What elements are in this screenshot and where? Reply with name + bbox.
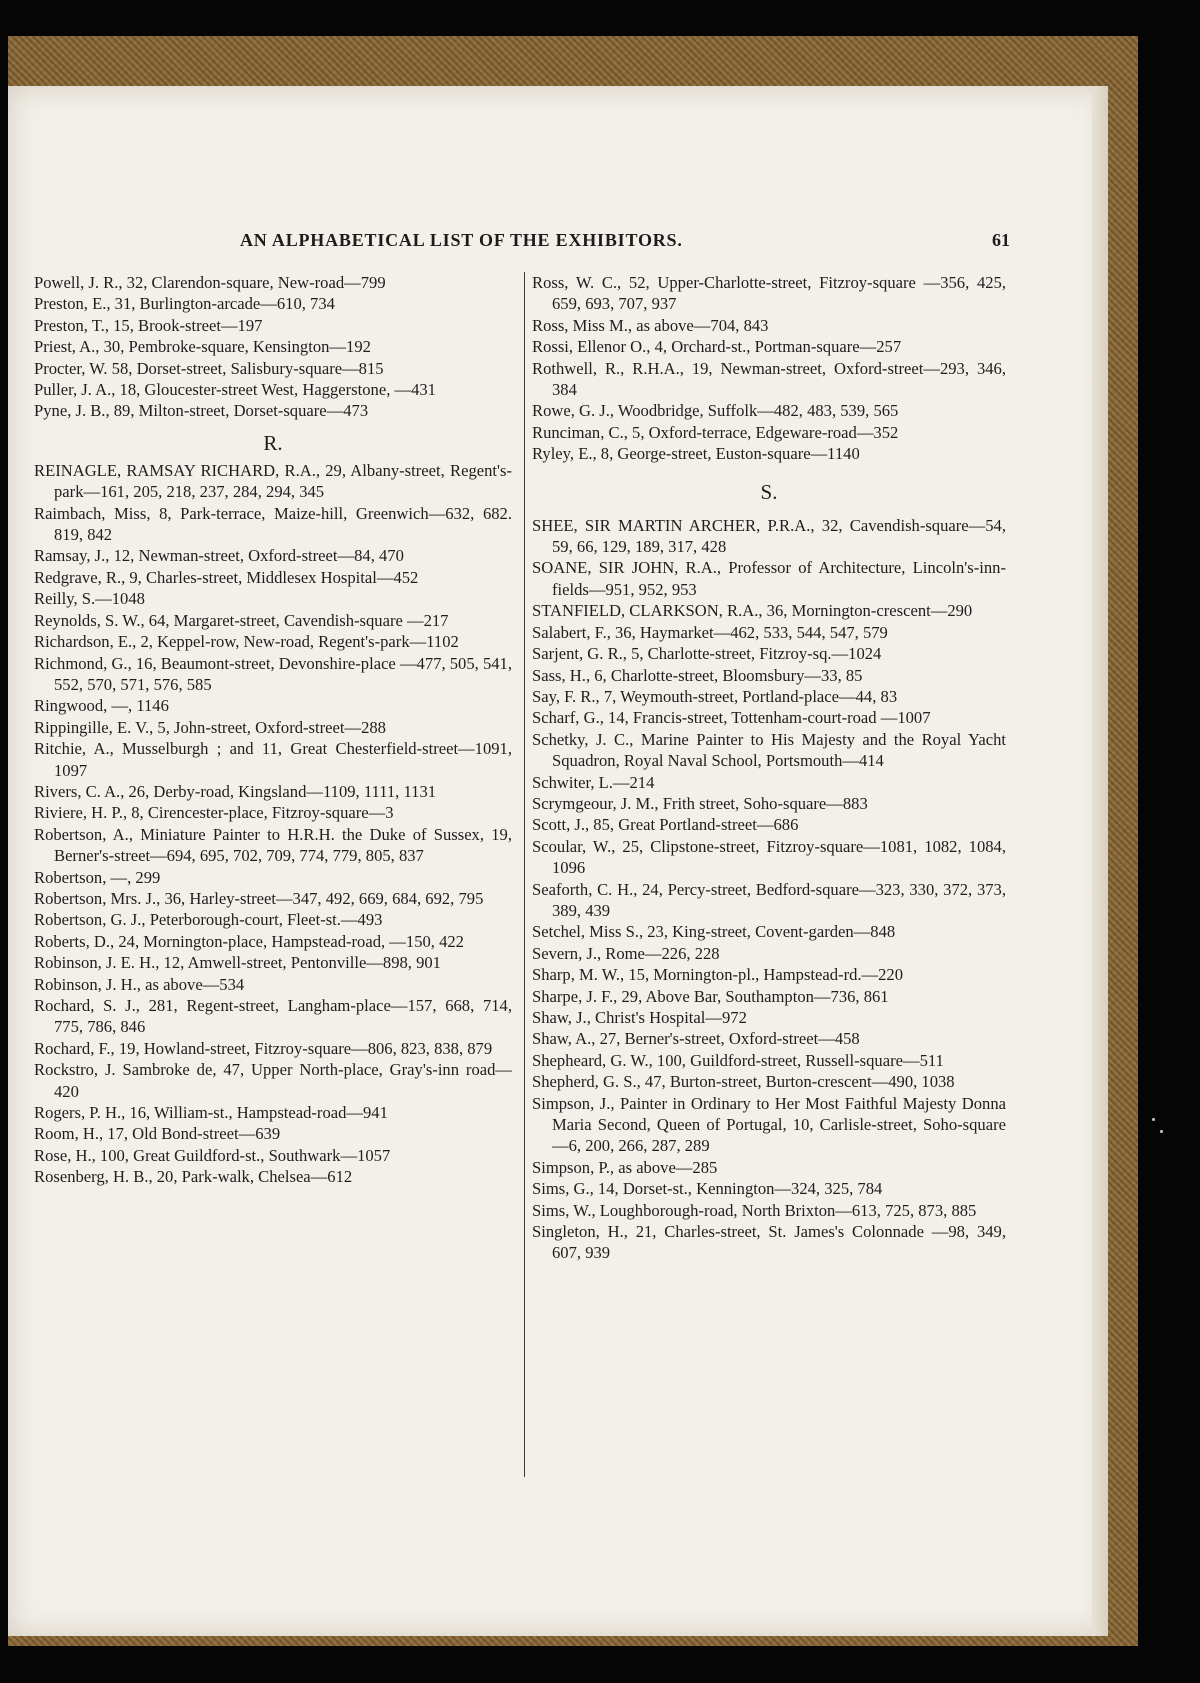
list-item: SOANE, SIR JOHN, R.A., Professor of Architecture, Lincoln's-inn-fields—951, 952, 953 — [532, 558, 1006, 599]
edge-speck — [1152, 1118, 1155, 1121]
list-item: Scoular, W., 25, Clipstone-street, Fitzroy-square—1081, 1082, 1084, 1096 — [532, 836, 1006, 878]
list-item: Setchel, Miss S., 23, King-street, Covent-garden—848 — [532, 922, 896, 942]
list-item: Priest, A., 30, Pembroke-square, Kensington—192 — [34, 337, 371, 357]
list-item: Severn, J., Rome—226, 228 — [532, 943, 720, 963]
list-item: Sarjent, G. R., 5, Charlotte-street, Fitzroy-sq.—1024 — [532, 644, 882, 664]
list-item: Preston, T., 15, Brook-street—197 — [34, 315, 263, 335]
list-item: Richmond, G., 16, Beaumont-street, Devonshire-place —477, 505, 541, 552, 570, 571, 576, 585 — [34, 653, 512, 694]
list-item: Raimbach, Miss, 8, Park-terrace, Maize-hill, Greenwich—632, 682. 819, 842 — [34, 503, 512, 545]
list-item: Roberts, D., 24, Mornington-place, Hampstead-road, —150, 422 — [34, 931, 464, 951]
list-item: Robertson, Mrs. J., 36, Harley-street—347, 492, 669, 684, 692, 795 — [34, 888, 484, 908]
list-item: Say, F. R., 7, Weymouth-street, Portland-place—44, 83 — [532, 686, 898, 706]
list-item: Ritchie, A., Musselburgh ; and 11, Great Chesterfield-street—1091, 1097 — [34, 739, 512, 780]
list-item: Sass, H., 6, Charlotte-street, Bloomsbury—33, 85 — [532, 665, 863, 685]
list-item: Room, H., 17, Old Bond-street—639 — [34, 1124, 281, 1144]
list-item: Shaw, J., Christ's Hospital—972 — [532, 1008, 747, 1027]
list-item: Rogers, P. H., 16, William-st., Hampstead-road—941 — [34, 1103, 388, 1123]
section-heading-r: R. — [263, 430, 283, 455]
page-number: 61 — [992, 230, 1010, 250]
list-item: Schwiter, L.—214 — [532, 772, 655, 792]
list-item: Ryley, E., 8, George-street, Euston-square—1140 — [532, 444, 860, 464]
list-item: Rochard, F., 19, Howland-street, Fitzroy-square—806, 823, 838, 879 — [34, 1038, 493, 1058]
list-item: Riviere, H. P., 8, Cirencester-place, Fitzroy-square—3 — [34, 803, 394, 823]
list-item: REINAGLE, RAMSAY RICHARD, R.A., 29, Albany-street, Regent's-park—161, 205, 218, 237, 284, 294, 345 — [34, 460, 512, 502]
list-item: Runciman, C., 5, Oxford-terrace, Edgeware-road—352 — [532, 422, 899, 442]
list-item: Sharp, M. W., 15, Mornington-pl., Hampstead-rd.—220 — [532, 965, 904, 985]
list-item: Rosenberg, H. B., 20, Park-walk, Chelsea—612 — [34, 1167, 353, 1187]
list-item: Rossi, Ellenor O., 4, Orchard-st., Portman-square—257 — [532, 337, 902, 357]
left-entries-r — [34, 460, 512, 1188]
list-item: Richardson, E., 2, Keppel-row, New-road, Regent's-park—1102 — [34, 632, 459, 652]
left-entries-top — [34, 272, 512, 422]
list-item: Powell, J. R., 32, Clarendon-square, New-road—799 — [34, 273, 386, 292]
list-item: Pyne, J. B., 89, Milton-street, Dorset-square—473 — [34, 401, 369, 421]
list-item: Sharpe, J. F., 29, Above Bar, Southampton—736, 861 — [532, 986, 889, 1006]
list-item: Ramsay, J., 12, Newman-street, Oxford-street—84, 470 — [34, 546, 404, 566]
list-item: Rivers, C. A., 26, Derby-road, Kingsland—1109, 1111, 1131 — [34, 781, 437, 801]
list-item: Rowe, G. J., Woodbridge, Suffolk—482, 483, 539, 565 — [532, 401, 899, 421]
list-item: Rochard, S. J., 281, Regent-street, Langham-place—157, 668, 714, 775, 786, 846 — [34, 996, 512, 1037]
list-item: Shepheard, G. W., 100, Guildford-street, Russell-square—511 — [532, 1050, 944, 1070]
list-item: Sims, W., Loughborough-road, North Brixton—613, 725, 873, 885 — [532, 1200, 977, 1220]
list-item: Salabert, F., 36, Haymarket—462, 533, 544, 547, 579 — [532, 622, 888, 642]
list-item: Rose, H., 100, Great Guildford-st., Southwark—1057 — [34, 1145, 391, 1165]
list-item: Robinson, J. H., as above—534 — [34, 974, 245, 994]
list-item: Reynolds, S. W., 64, Margaret-street, Cavendish-square —217 — [34, 610, 449, 630]
page-header — [240, 230, 1010, 256]
list-item: Simpson, P., as above—285 — [532, 1157, 718, 1177]
list-item: Procter, W. 58, Dorset-street, Salisbury-square—815 — [34, 358, 384, 378]
list-item: Schetky, J. C., Marine Painter to His Majesty and the Royal Yacht Squadron, Royal Naval School, Portsmouth—414 — [532, 729, 1006, 771]
page-edge — [1092, 86, 1108, 1636]
list-item: Shepherd, G. S., 47, Burton-street, Burton-crescent—490, 1038 — [532, 1072, 955, 1092]
list-item: Reilly, S.—1048 — [34, 589, 145, 609]
list-item: Robertson, A., Miniature Painter to H.R.H. the Duke of Sussex, 19, Berner's-street—694, 695, 702, 709, 774, 779, 805, 837 — [34, 824, 512, 866]
section-heading-s: S. — [760, 479, 778, 504]
list-item: Robertson, G. J., Peterborough-court, Fleet-st.—493 — [34, 910, 383, 930]
list-item: Puller, J. A., 18, Gloucester-street West, Haggerstone, —431 — [34, 380, 436, 400]
list-item: Scott, J., 85, Great Portland-street—686 — [532, 815, 799, 835]
list-item: Robertson, —, 299 — [34, 867, 161, 887]
list-item: Simpson, J., Painter in Ordinary to Her Most Faithful Majesty Donna Maria Second, Queen of Portugal, 10, Carlisle-street, Soho-square—6, 200, 266, 287, 289 — [532, 1093, 1006, 1156]
list-item: Rockstro, J. Sambroke de, 47, Upper North-place, Gray's-inn road—420 — [34, 1060, 512, 1101]
list-item: Robinson, J. E. H., 12, Amwell-street, Pentonville—898, 901 — [34, 953, 441, 973]
list-item: Sims, G., 14, Dorset-st., Kennington—324, 325, 784 — [532, 1179, 883, 1199]
column-divider — [524, 272, 525, 1477]
list-item: Ringwood, —, 1146 — [34, 696, 169, 716]
list-item: STANFIELD, CLARKSON, R.A., 36, Mornington-crescent—290 — [532, 601, 973, 621]
list-item: Shaw, A., 27, Berner's-street, Oxford-street—458 — [532, 1029, 860, 1049]
list-item: Rothwell, R., R.H.A., 19, Newman-street, Oxford-street—293, 346, 384 — [532, 358, 1006, 400]
list-item: Scrymgeour, J. M., Frith street, Soho-square—883 — [532, 793, 868, 813]
list-item: Singleton, H., 21, Charles-street, St. James's Colonnade —98, 349, 607, 939 — [532, 1222, 1006, 1263]
list-item: Scharf, G., 14, Francis-street, Tottenham-court-road —1007 — [532, 708, 931, 728]
list-item: Seaforth, C. H., 24, Percy-street, Bedford-square—323, 330, 372, 373, 389, 439 — [532, 879, 1006, 920]
list-item: SHEE, SIR MARTIN ARCHER, P.R.A., 32, Cavendish-square—54, 59, 66, 129, 189, 317, 428 — [532, 515, 1006, 557]
list-item: Redgrave, R., 9, Charles-street, Middlesex Hospital—452 — [34, 567, 419, 587]
edge-speck — [1160, 1130, 1163, 1133]
header-title: AN ALPHABETICAL LIST OF THE EXHIBITORS. — [240, 230, 683, 250]
right-column — [532, 272, 1006, 1264]
right-entries-top — [532, 272, 1006, 465]
list-item: Rippingille, E. V., 5, John-street, Oxford-street—288 — [34, 717, 386, 737]
list-item: Preston, E., 31, Burlington-arcade—610, 734 — [34, 294, 335, 314]
list-item: Ross, Miss M., as above—704, 843 — [532, 315, 769, 335]
list-item: Ross, W. C., 52, Upper-Charlotte-street, Fitzroy-square —356, 425, 659, 693, 707, 937 — [532, 273, 1006, 314]
left-column — [34, 272, 512, 1188]
right-entries-s — [532, 515, 1006, 1264]
